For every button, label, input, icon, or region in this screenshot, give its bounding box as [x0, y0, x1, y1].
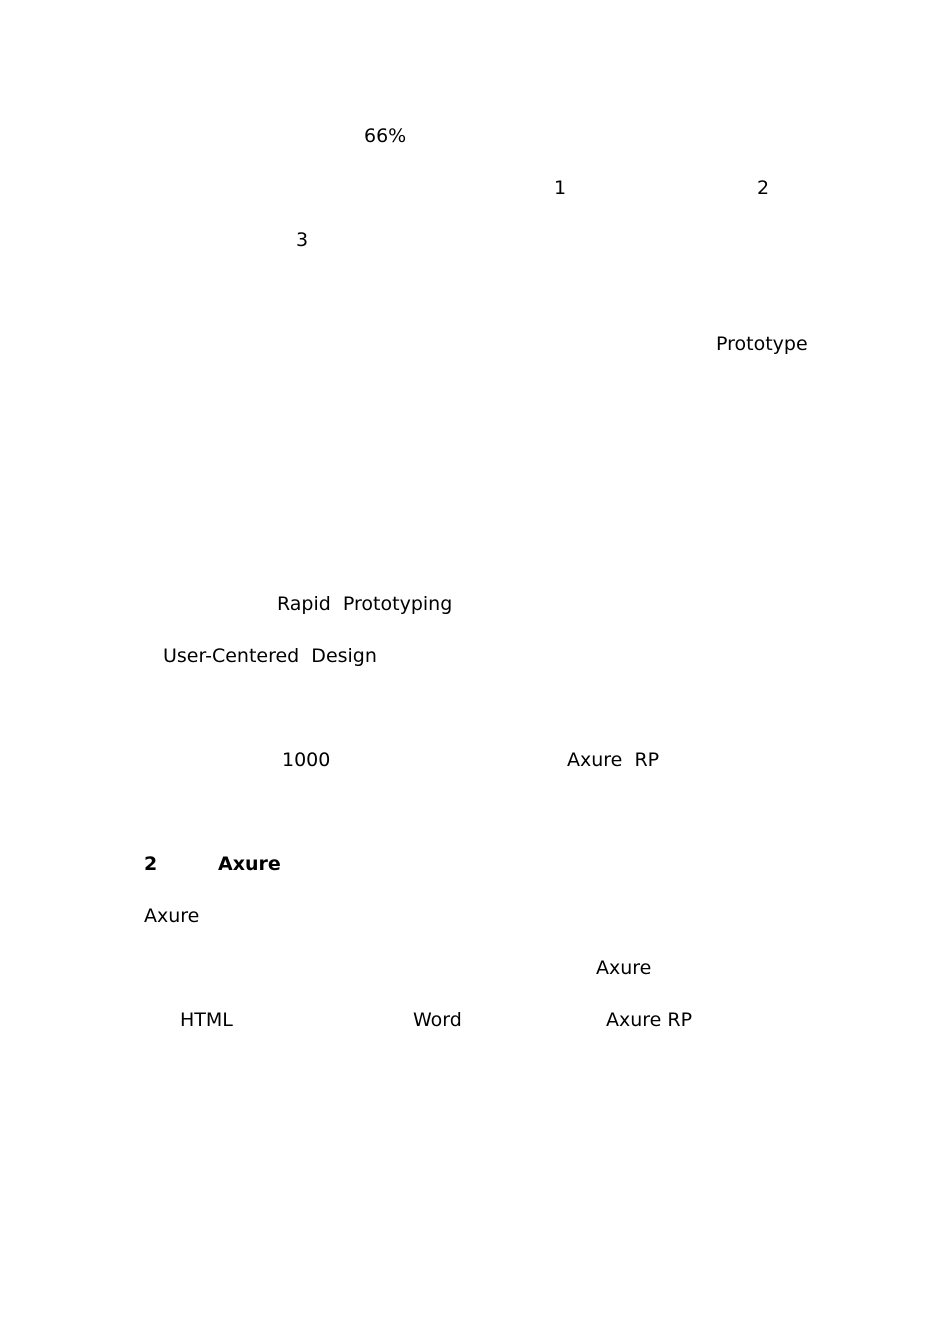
reference-number-3: 3 — [296, 229, 309, 251]
section-number: 2 — [144, 853, 158, 875]
percentage-text: 66% — [364, 125, 407, 147]
prototype-term: Prototype — [716, 333, 808, 355]
number-1000: 1000 — [282, 749, 331, 771]
html-term: HTML — [180, 1009, 233, 1031]
axure-rp-term: Axure RP — [567, 749, 660, 771]
rapid-prototyping-term: Rapid Prototyping — [277, 593, 453, 615]
axure-term: Axure — [596, 957, 652, 979]
word-term: Word — [413, 1009, 462, 1031]
axure-rp-term: Axure RP — [606, 1009, 693, 1031]
axure-term: Axure — [144, 905, 200, 927]
reference-number-2: 2 — [757, 177, 770, 199]
section-heading: Axure — [218, 853, 281, 875]
user-centered-design-term: User-Centered Design — [163, 645, 377, 667]
reference-number-1: 1 — [554, 177, 567, 199]
